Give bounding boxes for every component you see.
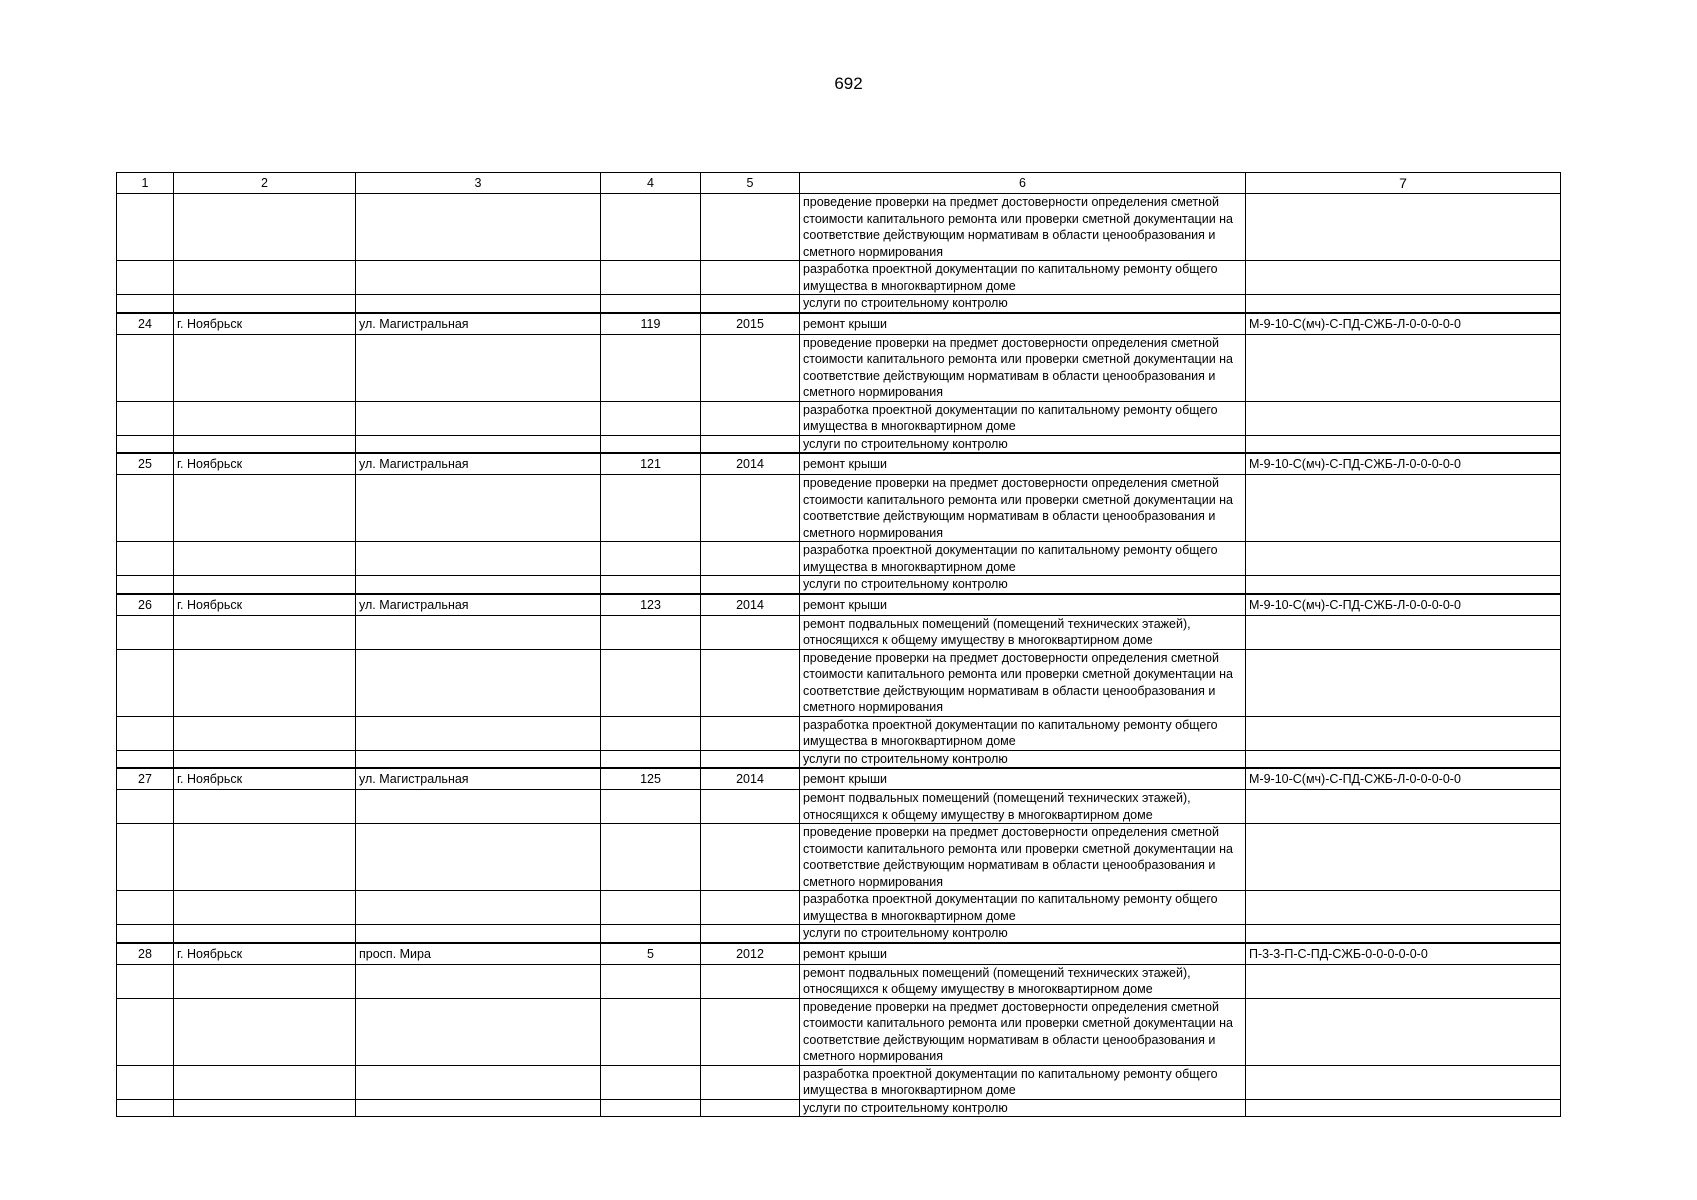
- cell-house: [601, 998, 701, 1065]
- cell-city: [174, 1099, 356, 1117]
- cell-house: [601, 261, 701, 295]
- cell-street: [356, 542, 601, 576]
- cell-house: 123: [601, 594, 701, 616]
- cell-city: г. Ноябрьск: [174, 943, 356, 965]
- table-row: [117, 576, 1561, 594]
- cell-building-code: [1246, 649, 1561, 716]
- cell-work-type: ремонт крыши: [800, 313, 1246, 335]
- cell-number: 24: [117, 313, 174, 335]
- cell-house: [601, 475, 701, 542]
- cell-street: [356, 925, 601, 943]
- cell-city: [174, 615, 356, 649]
- cell-work-type: проведение проверки на предмет достоверности определения сметной стоимости капитального ремонта или проверки сметной документации на соответствие действующим нормативам в области ценообразования и сметного нормирования: [800, 824, 1246, 891]
- table-row: [117, 453, 1561, 475]
- cell-street: [356, 1065, 601, 1099]
- cell-work-type: проведение проверки на предмет достоверности определения сметной стоимости капитального ремонта или проверки сметной документации на соответствие действующим нормативам в области ценообразования и сметного нормирования: [800, 334, 1246, 401]
- cell-building-code: [1246, 790, 1561, 824]
- cell-street: [356, 435, 601, 453]
- cell-building-code: [1246, 750, 1561, 768]
- cell-house: [601, 750, 701, 768]
- cell-building-code: [1246, 1065, 1561, 1099]
- register-table: [116, 172, 1561, 1117]
- table-row: [117, 261, 1561, 295]
- cell-number: [117, 1065, 174, 1099]
- cell-year: 2012: [701, 943, 800, 965]
- cell-city: [174, 649, 356, 716]
- cell-work-type: ремонт крыши: [800, 943, 1246, 965]
- cell-number: [117, 576, 174, 594]
- table-row: [117, 824, 1561, 891]
- table-row: [117, 475, 1561, 542]
- cell-building-code: [1246, 295, 1561, 313]
- cell-year: 2014: [701, 768, 800, 790]
- cell-building-code: [1246, 964, 1561, 998]
- cell-city: [174, 824, 356, 891]
- cell-street: [356, 1099, 601, 1117]
- cell-year: [701, 790, 800, 824]
- column-header-4: 4: [601, 173, 701, 194]
- cell-street: [356, 891, 601, 925]
- table-row: [117, 615, 1561, 649]
- cell-number: [117, 891, 174, 925]
- cell-street: [356, 790, 601, 824]
- cell-house: [601, 1065, 701, 1099]
- table-row: [117, 964, 1561, 998]
- cell-number: [117, 964, 174, 998]
- cell-number: [117, 261, 174, 295]
- cell-building-code: [1246, 1099, 1561, 1117]
- cell-work-type: разработка проектной документации по капитальному ремонту общего имущества в многоквартирном доме: [800, 261, 1246, 295]
- cell-city: [174, 964, 356, 998]
- cell-number: [117, 998, 174, 1065]
- cell-work-type: ремонт крыши: [800, 768, 1246, 790]
- cell-street: [356, 615, 601, 649]
- cell-house: [601, 891, 701, 925]
- cell-building-code: [1246, 716, 1561, 750]
- cell-house: 125: [601, 768, 701, 790]
- cell-house: [601, 295, 701, 313]
- cell-city: г. Ноябрьск: [174, 768, 356, 790]
- cell-house: [601, 435, 701, 453]
- table-row: [117, 435, 1561, 453]
- table-body: [117, 194, 1561, 1117]
- table-row: [117, 295, 1561, 313]
- cell-house: [601, 964, 701, 998]
- cell-house: [601, 576, 701, 594]
- cell-street: просп. Мира: [356, 943, 601, 965]
- cell-building-code: [1246, 542, 1561, 576]
- cell-street: [356, 576, 601, 594]
- cell-city: [174, 401, 356, 435]
- cell-year: [701, 998, 800, 1065]
- cell-number: [117, 750, 174, 768]
- table-row: [117, 542, 1561, 576]
- table-row: [117, 649, 1561, 716]
- cell-year: [701, 649, 800, 716]
- cell-number: [117, 649, 174, 716]
- cell-work-type: услуги по строительному контролю: [800, 1099, 1246, 1117]
- cell-street: [356, 194, 601, 261]
- cell-building-code: [1246, 435, 1561, 453]
- cell-street: [356, 750, 601, 768]
- cell-street: ул. Магистральная: [356, 453, 601, 475]
- table-row: [117, 891, 1561, 925]
- cell-number: 25: [117, 453, 174, 475]
- cell-street: [356, 998, 601, 1065]
- cell-year: [701, 261, 800, 295]
- cell-year: [701, 750, 800, 768]
- table-row: [117, 594, 1561, 616]
- cell-house: [601, 925, 701, 943]
- cell-building-code: [1246, 475, 1561, 542]
- table-row: [117, 313, 1561, 335]
- cell-work-type: услуги по строительному контролю: [800, 750, 1246, 768]
- page-number: 692: [834, 74, 863, 93]
- cell-work-type: разработка проектной документации по капитальному ремонту общего имущества в многоквартирном доме: [800, 716, 1246, 750]
- cell-work-type: ремонт подвальных помещений (помещений технических этажей), относящихся к общему имуществу в многоквартирном доме: [800, 615, 1246, 649]
- cell-building-code: М-9-10-С(мч)-С-ПД-СЖБ-Л-0-0-0-0-0: [1246, 594, 1561, 616]
- cell-city: [174, 576, 356, 594]
- cell-work-type: услуги по строительному контролю: [800, 295, 1246, 313]
- cell-building-code: М-9-10-С(мч)-С-ПД-СЖБ-Л-0-0-0-0-0: [1246, 453, 1561, 475]
- cell-street: [356, 475, 601, 542]
- column-header-7: 7: [1246, 173, 1561, 194]
- cell-number: [117, 790, 174, 824]
- table-row: [117, 334, 1561, 401]
- cell-year: [701, 542, 800, 576]
- cell-work-type: разработка проектной документации по капитальному ремонту общего имущества в многоквартирном доме: [800, 1065, 1246, 1099]
- cell-number: 26: [117, 594, 174, 616]
- cell-work-type: ремонт подвальных помещений (помещений технических этажей), относящихся к общему имуществу в многоквартирном доме: [800, 964, 1246, 998]
- cell-city: [174, 750, 356, 768]
- cell-number: 28: [117, 943, 174, 965]
- table-row: [117, 998, 1561, 1065]
- cell-work-type: услуги по строительному контролю: [800, 576, 1246, 594]
- cell-building-code: М-9-10-С(мч)-С-ПД-СЖБ-Л-0-0-0-0-0: [1246, 313, 1561, 335]
- cell-city: [174, 295, 356, 313]
- cell-work-type: ремонт крыши: [800, 453, 1246, 475]
- table-row: [117, 1065, 1561, 1099]
- cell-street: [356, 824, 601, 891]
- cell-building-code: [1246, 891, 1561, 925]
- cell-city: г. Ноябрьск: [174, 453, 356, 475]
- column-header-1: 1: [117, 173, 174, 194]
- cell-year: [701, 964, 800, 998]
- cell-building-code: [1246, 576, 1561, 594]
- cell-street: [356, 334, 601, 401]
- cell-year: [701, 1099, 800, 1117]
- cell-house: [601, 194, 701, 261]
- cell-house: 5: [601, 943, 701, 965]
- cell-building-code: [1246, 998, 1561, 1065]
- table-row: [117, 1099, 1561, 1117]
- cell-city: [174, 998, 356, 1065]
- column-header-6: 6: [800, 173, 1246, 194]
- cell-work-type: разработка проектной документации по капитальному ремонту общего имущества в многоквартирном доме: [800, 891, 1246, 925]
- cell-building-code: [1246, 194, 1561, 261]
- cell-work-type: услуги по строительному контролю: [800, 435, 1246, 453]
- cell-street: [356, 716, 601, 750]
- cell-number: [117, 401, 174, 435]
- table-row: [117, 194, 1561, 261]
- cell-number: 27: [117, 768, 174, 790]
- cell-year: [701, 716, 800, 750]
- cell-street: ул. Магистральная: [356, 313, 601, 335]
- cell-year: 2014: [701, 594, 800, 616]
- cell-building-code: М-9-10-С(мч)-С-ПД-СЖБ-Л-0-0-0-0-0: [1246, 768, 1561, 790]
- cell-number: [117, 1099, 174, 1117]
- cell-street: [356, 261, 601, 295]
- cell-house: [601, 401, 701, 435]
- cell-house: 121: [601, 453, 701, 475]
- cell-number: [117, 615, 174, 649]
- cell-work-type: услуги по строительному контролю: [800, 925, 1246, 943]
- cell-year: [701, 401, 800, 435]
- table-row: [117, 768, 1561, 790]
- cell-city: [174, 475, 356, 542]
- cell-number: [117, 194, 174, 261]
- cell-building-code: [1246, 615, 1561, 649]
- table-row: [117, 925, 1561, 943]
- cell-city: [174, 261, 356, 295]
- column-header-3: 3: [356, 173, 601, 194]
- cell-work-type: проведение проверки на предмет достоверности определения сметной стоимости капитального ремонта или проверки сметной документации на соответствие действующим нормативам в области ценообразования и сметного нормирования: [800, 649, 1246, 716]
- cell-street: ул. Магистральная: [356, 768, 601, 790]
- cell-number: [117, 475, 174, 542]
- cell-city: [174, 716, 356, 750]
- cell-house: [601, 790, 701, 824]
- cell-house: [601, 542, 701, 576]
- cell-work-type: ремонт крыши: [800, 594, 1246, 616]
- cell-year: [701, 615, 800, 649]
- column-header-5: 5: [701, 173, 800, 194]
- cell-year: 2014: [701, 453, 800, 475]
- cell-year: [701, 1065, 800, 1099]
- cell-house: [601, 824, 701, 891]
- cell-city: [174, 925, 356, 943]
- cell-number: [117, 824, 174, 891]
- cell-street: [356, 295, 601, 313]
- cell-year: 2015: [701, 313, 800, 335]
- cell-house: [601, 716, 701, 750]
- cell-house: 119: [601, 313, 701, 335]
- cell-year: [701, 925, 800, 943]
- cell-year: [701, 891, 800, 925]
- cell-number: [117, 295, 174, 313]
- cell-city: [174, 1065, 356, 1099]
- cell-building-code: [1246, 401, 1561, 435]
- cell-city: г. Ноябрьск: [174, 594, 356, 616]
- table-row: [117, 401, 1561, 435]
- cell-year: [701, 194, 800, 261]
- cell-work-type: проведение проверки на предмет достоверности определения сметной стоимости капитального ремонта или проверки сметной документации на соответствие действующим нормативам в области ценообразования и сметного нормирования: [800, 998, 1246, 1065]
- cell-work-type: проведение проверки на предмет достоверности определения сметной стоимости капитального ремонта или проверки сметной документации на соответствие действующим нормативам в области ценообразования и сметного нормирования: [800, 194, 1246, 261]
- cell-number: [117, 334, 174, 401]
- cell-building-code: [1246, 925, 1561, 943]
- table-row: [117, 716, 1561, 750]
- cell-year: [701, 824, 800, 891]
- column-header-2: 2: [174, 173, 356, 194]
- table-row: [117, 790, 1561, 824]
- cell-year: [701, 334, 800, 401]
- cell-work-type: ремонт подвальных помещений (помещений технических этажей), относящихся к общему имуществу в многоквартирном доме: [800, 790, 1246, 824]
- cell-building-code: П-3-3-П-С-ПД-СЖБ-0-0-0-0-0-0: [1246, 943, 1561, 965]
- cell-work-type: разработка проектной документации по капитальному ремонту общего имущества в многоквартирном доме: [800, 401, 1246, 435]
- cell-year: [701, 475, 800, 542]
- cell-house: [601, 615, 701, 649]
- cell-house: [601, 649, 701, 716]
- cell-city: г. Ноябрьск: [174, 313, 356, 335]
- table-row: [117, 943, 1561, 965]
- cell-street: [356, 401, 601, 435]
- table-row: [117, 750, 1561, 768]
- cell-year: [701, 576, 800, 594]
- cell-work-type: разработка проектной документации по капитальному ремонту общего имущества в многоквартирном доме: [800, 542, 1246, 576]
- cell-building-code: [1246, 334, 1561, 401]
- cell-city: [174, 194, 356, 261]
- cell-number: [117, 435, 174, 453]
- cell-year: [701, 435, 800, 453]
- cell-street: [356, 964, 601, 998]
- cell-year: [701, 295, 800, 313]
- cell-city: [174, 435, 356, 453]
- cell-building-code: [1246, 261, 1561, 295]
- cell-building-code: [1246, 824, 1561, 891]
- header-row: [117, 173, 1561, 194]
- cell-street: [356, 649, 601, 716]
- cell-work-type: проведение проверки на предмет достоверности определения сметной стоимости капитального ремонта или проверки сметной документации на соответствие действующим нормативам в области ценообразования и сметного нормирования: [800, 475, 1246, 542]
- cell-number: [117, 925, 174, 943]
- cell-number: [117, 542, 174, 576]
- cell-house: [601, 334, 701, 401]
- cell-city: [174, 891, 356, 925]
- cell-city: [174, 334, 356, 401]
- cell-street: ул. Магистральная: [356, 594, 601, 616]
- cell-city: [174, 790, 356, 824]
- cell-city: [174, 542, 356, 576]
- cell-number: [117, 716, 174, 750]
- cell-house: [601, 1099, 701, 1117]
